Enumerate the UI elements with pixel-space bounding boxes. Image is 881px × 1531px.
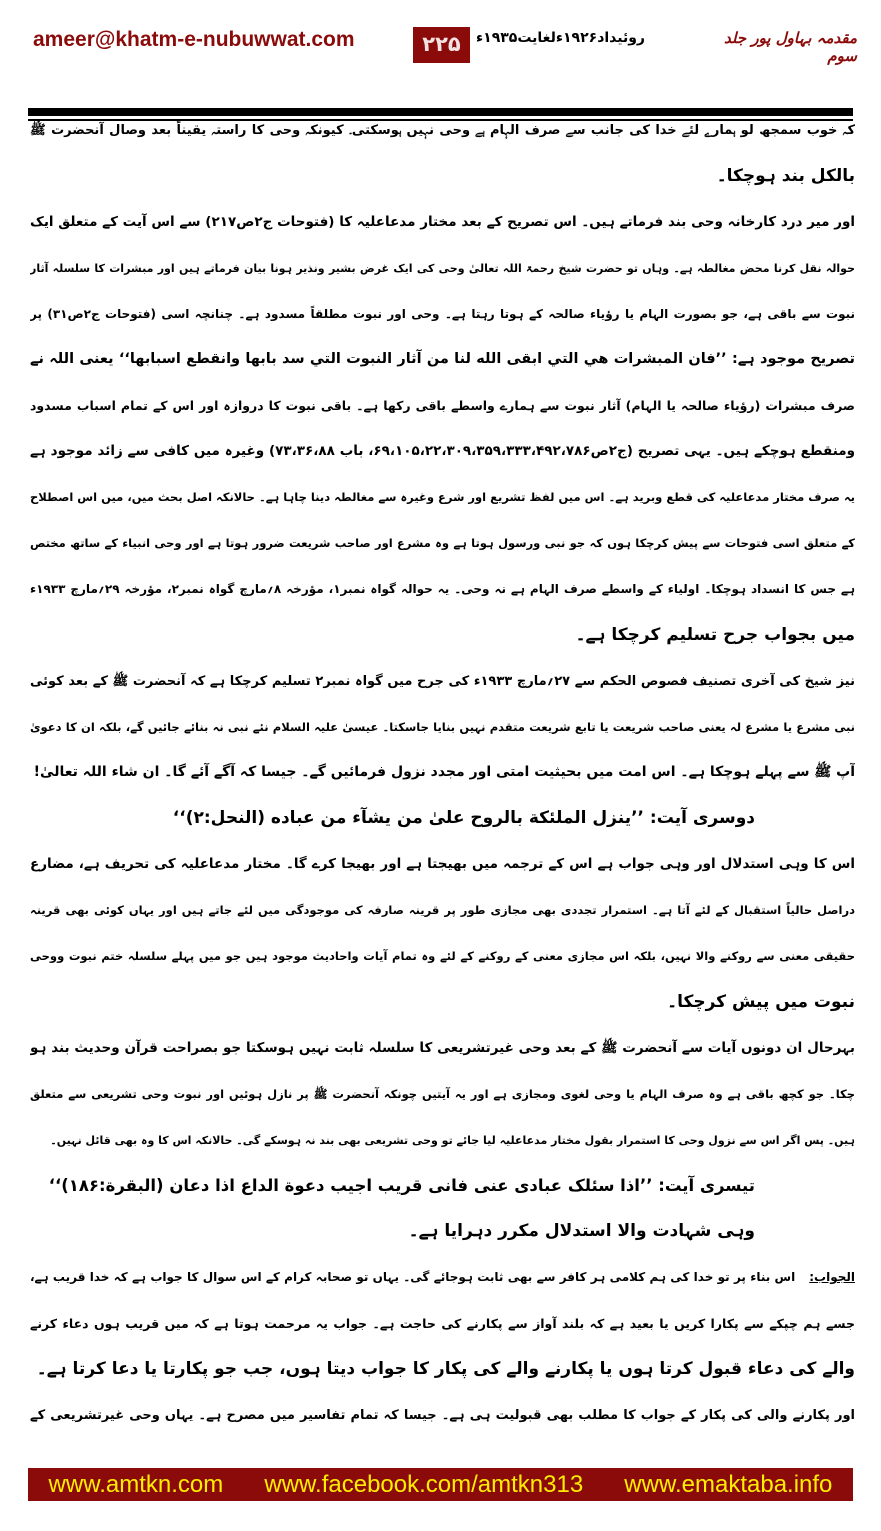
text-line: اور پکارنے والی کی پکار کے جواب کا مطلب بھی قبولیت ہی ہے۔ جیسا کہ تمام تفاسیر میں مصرح ہے۔ یہاں وحی غیرتشریعی کے <box>30 1407 855 1423</box>
header-book-title: مقدمہ بہاول پور جلد سوم <box>724 29 857 65</box>
text-line: بہرحال ان دونوں آیات سے آنحضرت ﷺ کے بعد وحی غیرتشریعی کا سلسلہ ثابت نہیں ہوسکتا جو بصراحت قرآن وحدیث بند ہو <box>30 1039 855 1056</box>
text-line: نبوت سے باقی ہے، جو بصورت الہام یا رؤیاء صالحہ کے ہوتا رہتا ہے۔ وحی اور نبوت مطلقاً مسدود ہے۔ چنانچہ اسی (فتوحات ج۲ص۳۱) پر <box>30 306 855 321</box>
text-line: اس کا وہی استدلال اور وہی جواب ہے اس کے ترجمہ میں بھیجتا ہے اور بھیجا کرے گا۔ مختار مدعاعلیہ کی تحریف ہے، مضارع <box>30 856 855 873</box>
page-number: ۲۲۵ <box>413 27 470 63</box>
footer-links-bar <box>28 1468 853 1501</box>
header-email[interactable]: ameer@khatm-e-nubuwwat.com <box>33 28 355 51</box>
text-line: حوالہ نقل کرنا محض مغالطہ ہے۔ وہاں تو حضرت شیخ رحمۃ اللہ تعالیٰ وحی کی ایک غرض بشیر ونذیر ہونا بیان فرماتے ہیں اور مبشرات کا سلسلہ آثار <box>30 261 855 275</box>
text-line: وہی شہادت والا استدلال مکرر دہرایا ہے۔ <box>408 1221 755 1242</box>
text-line: ومنقطع ہوچکے ہیں۔ یہی تصریح (ج۲ص۶۹،۱۰۵،۲۲،۳۰۹،۳۵۹،۳۳۳،۴۹۲،۷۸۶، باب ۷۳،۳۶،۸۸) وغیرہ میں کافی سے زائد موجود ہے <box>30 443 855 460</box>
answer-label: الجواب: <box>809 1270 855 1285</box>
text-line: ہے جس کا انسداد ہوچکا۔ اولیاء کے واسطے صرف الہام ہے نہ وحی۔ یہ حوالہ گواہ نمبر۱، مؤرخہ ۸؍مارچ گواہ نمبر۲، مؤرخہ ۲۹؍مارچ ۱۹۳۳ء <box>30 581 855 596</box>
text-line: کہ خوب سمجھ لو ہمارے لئے خدا کی جانب سے صرف الہام ہے وحی نہیں ہوسکتی۔ کیونکہ وحی کا راستہ یقیناً بعد وصال آنحضرت ﷺ <box>30 123 855 138</box>
text-line: بالکل بند ہوچکا۔ <box>716 165 855 186</box>
text-line: تصریح موجود ہے: ’’فان المبشرات هي التي ابقى الله لنا من آثار النبوت التي سد بابها وانقطع اسبابها‘‘ یعنی اللہ نے <box>30 351 855 368</box>
text-line: جسے ہم چپکے سے پکارا کریں یا بعید ہے کہ بلند آواز سے پکارنے کی حاجت ہے۔ جواب یہ مرحمت ہوتا ہے کہ میں قریب ہوں دعاء کرنے <box>30 1316 855 1332</box>
footer-link-amtkn[interactable]: www.amtkn.com <box>48 1470 224 1498</box>
quranic-verse-line: دوسری آیت: ’’ینزل الملئکة بالروح علیٰ من یشآء من عباده (النحل:۲)‘‘ <box>172 808 755 829</box>
footer-link-emaktaba[interactable]: www.emaktaba.info <box>624 1470 833 1498</box>
text-line: نبی مشرع یا مشرع لہ یعنی صاحب شریعت یا تابع شریعت متقدم نہیں بنایا جاسکتا۔ عیسیٰ علیہ السلام نئے نبی نہ بنائے جائیں گے، بلکہ ان کا دعویٰ <box>30 719 855 734</box>
page-body <box>30 108 855 1439</box>
text-line: نیز شیخ کی آخری تصنیف فصوص الحکم سے ۲۷؍مارچ ۱۹۳۳ء کی جرح میں گواہ نمبر۲ تسلیم کرچکا ہے کہ آنحضرت ﷺ کے بعد کوئی <box>30 673 855 689</box>
text-line: نبوت میں پیش کرچکا۔ <box>667 991 855 1012</box>
text-line: آپ ﷺ سے پہلے ہوچکا ہے۔ اس امت میں بحیثیت امتی اور مجدد نزول فرمائیں گے۔ جیسا کہ آگے آئے گا۔ ان شاء اللہ تعالیٰ! <box>33 764 855 781</box>
answer-line <box>30 1255 855 1301</box>
text-line: کے متعلق اسی فتوحات سے پیش کرچکا ہوں کہ جو نبی ورسول ہوتا ہے وہ مشرع اور صاحب شریعت ضرور ہوتا ہے اور وحی انبیاء کے ساتھ مختص <box>30 536 855 551</box>
text-line: چکا۔ جو کچھ باقی ہے وہ صرف الہام یا وحی لغوی ومجازی ہے اور یہ آیتیں چونکہ آنحضرت ﷺ پر نازل ہوئیں اور نبوت وحی تشریعی سے متعلق <box>30 1086 855 1101</box>
text-line: ہیں۔ پس اگر اس سے نزول وحی کا استمرار بقول مختار مدعاعلیہ لیا جائے تو وحی تشریعی بھی بند نہ ہوسکے گی۔ حالانکہ اس کا وہ بھی قائل نہیں۔ <box>50 1133 855 1147</box>
text-line: صرف مبشرات (رؤیاء صالحہ یا الہام) آثار نبوت سے ہمارے واسطے باقی رکھا ہے۔ باقی نبوت کا دروازہ اور اس کے تمام اسباب مسدود <box>30 398 855 414</box>
answer-text: اس بناء پر تو خدا کی ہم کلامی ہر کافر سے بھی ثابت ہوجائے گی۔ یہاں تو صحابہ کرام کے اس سوال کا جواب ہے کہ خدا قریب ہے، <box>30 1270 796 1285</box>
text-line: اور میر درد کارخانہ وحی بند فرماتے ہیں۔ اس تصریح کے بعد مختار مدعاعلیہ کا (فتوحات ج۲ص۲۱۷) سے اس آیت کے متعلق ایک <box>30 213 855 230</box>
header-date-range: روئیداد۱۹۲۶ءلغایت۱۹۳۵ء <box>475 30 645 46</box>
footer-link-facebook[interactable]: www.facebook.com/amtkn313 <box>264 1470 584 1498</box>
text-line: والے کی دعاء قبول کرتا ہوں یا پکارنے والے کی پکار کا جواب دیتا ہوں، جب جو پکارتا یا دعا کرتا ہے۔ <box>36 1359 855 1380</box>
text-line: دراصل حالیاً استقبال کے لئے آتا ہے۔ استمرار تجددی بھی مجازی طور پر قرینہ صارفہ کی موجودگی میں لئے جاتے ہیں اور یہاں کوئی بھی قرینہ <box>30 903 855 918</box>
text-line: یہ صرف مختار مدعاعلیہ کی قطع وبرید ہے۔ اس میں لفظ تشریع اور شرع وغیرہ سے مغالطہ دینا چاہا ہے۔ حالانکہ اصل بحث میں، میں اس اصطلاح <box>30 490 855 505</box>
text-line: حقیقی معنی سے روکنے والا نہیں، بلکہ اس مجازی معنی کے روکنے کے لئے وہ تمام آیات واحادیث موجود ہیں جو میں پہلے سلسلہ ختم نبوت ووحی <box>30 949 855 964</box>
text-line: میں بجواب جرح تسلیم کرچکا ہے۔ <box>575 624 855 645</box>
quranic-verse-line: تیسری آیت: ’’اذا سئلک عبادی عنی فانی قریب اجیب دعوة الداع اذا دعان (البقرة:۱۸۶)‘‘ <box>48 1176 755 1196</box>
